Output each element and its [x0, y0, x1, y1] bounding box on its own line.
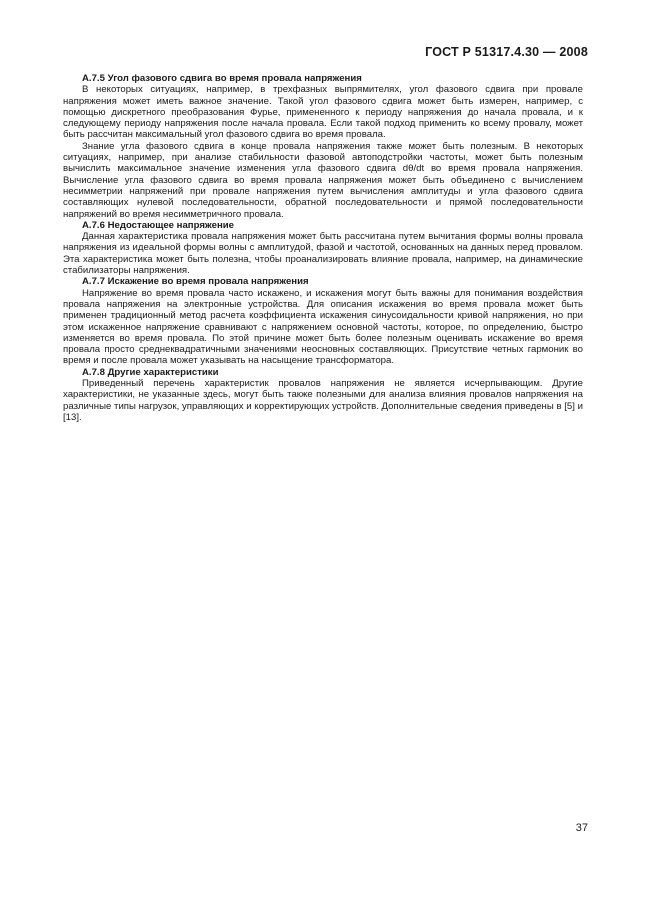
- section-a-7-8: [63, 367, 583, 423]
- paragraph: Приведенный перечень характеристик провалов напряжения не является исчерпывающим. Другие характеристики, не указанные здесь, могут быть также полезными для анализа влияния провалов напряжения на различные типы нагрузок, управляющих и корректирующих устройств. Дополнительные сведения приведены в [5] и [13].: [63, 378, 583, 423]
- paragraph: Данная характеристика провала напряжения может быть рассчитана путем вычитания формы волны провала напряжения из идеальной формы волны с амплитудой, фазой и частотой, основанных на данных перед провалом. Эта характеристика может быть полезна, чтобы проанализировать влияние провала, например, на динамические стабилизаторы напряжения.: [63, 231, 583, 277]
- section-a-7-6: [63, 220, 583, 276]
- document-header: ГОСТ Р 51317.4.30 — 2008: [425, 45, 588, 59]
- section-heading: А.7.6 Недостающее напряжение: [82, 219, 234, 231]
- section-a-7-5: [63, 73, 583, 220]
- section-a-7-7: [63, 276, 583, 366]
- section-heading: А.7.8 Другие характеристики: [82, 366, 219, 378]
- page-body: [63, 73, 583, 423]
- section-heading: А.7.5 Угол фазового сдвига во время провала напряжения: [82, 73, 362, 84]
- section-heading: А.7.7 Искажение во время провала напряжения: [82, 276, 309, 288]
- paragraph: В некоторых ситуациях, например, в трехфазных выпрямителях, угол фазового сдвига при провале напряжения может иметь важное значение. Такой угол фазового сдвига может быть измерен, например, с помощью дискретного преобразования Фурье, примененного к периоду напряжения до начала провала, и к следующему периоду напряжения после начала провала. Если такой подход применить ко всему провалу, может быть рассчитан максимальный угол фазового сдвига во время провала.: [63, 84, 583, 141]
- paragraph: Напряжение во время провала часто искажено, и искажения могут быть важны для понимания воздействия провала напряжения на электронные устройства. Для описания искажения во время провала может быть применен традиционный метод расчета коэффициента искажения синусоидальности кривой напряжения, но при этом искаженное напряжение сравнивают с напряжением основной частоты, которое, по определению, быстро изменяется во время провала. По этой причине может быть более полезным оценивать искажение во время провала просто среднеквадратичными значениями неосновных составляющих. Присутствие четных гармоник во время и после провала может указывать на насыщение трансформатора.: [63, 287, 583, 367]
- page-number: 37: [575, 822, 588, 834]
- paragraph: Знание угла фазового сдвига в конце провала напряжения также может быть полезным. В некоторых ситуациях, например, при анализе стабильности фазовой автоподстройки частоты, может быть полезным вычислить максимальное значение изменения угла фазового сдвига dθ/dt во время провала напряжения. Вычисление угла фазового сдвига во время провала напряжения может быть объединено с вычислением несимметрии напряжений при провале напряжения путем вычисления амплитуды и угла фазового сдвига составляющих нулевой последовательности, обратной последовательности и прямой последовательности напряжений во время несимметричного провала.: [63, 140, 583, 220]
